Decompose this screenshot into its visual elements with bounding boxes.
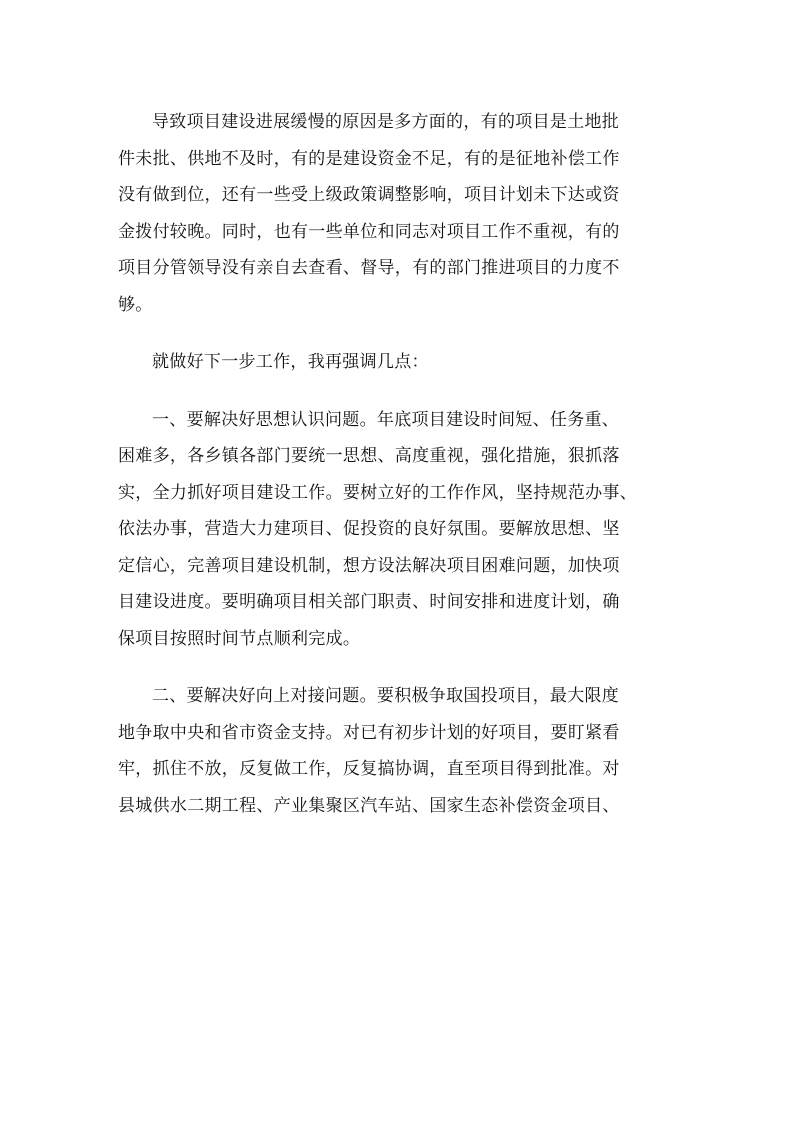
paragraph-point-one [118, 402, 678, 658]
text-line: 件未批、供地不及时，有的是建设资金不足，有的是征地补偿工作 [118, 148, 620, 169]
paragraph-point-two [118, 678, 678, 824]
paragraph-intro [118, 344, 678, 381]
text-line: 够。 [118, 294, 153, 315]
document-body [118, 104, 678, 845]
text-line: 困难多，各乡镇各部门要统一思想、高度重视，强化措施，狠抓落 [118, 446, 620, 466]
text-line: 依法办事，营造大力建项目、促投资的良好氛围。要解放思想、坚 [118, 519, 620, 539]
text-line: 实，全力抓好项目建设工作。要树立好的工作作风，坚持规范办事、 [118, 482, 637, 503]
text-line: 定信心，完善项目建设机制，想方设法解决项目困难问题，加快项 [118, 555, 620, 576]
text-line: 就做好下一步工作，我再强调几点： [152, 352, 429, 372]
text-line: 没有做到位，还有一些受上级政策调整影响，项目计划未下达或资 [118, 185, 620, 205]
text-line: 一、要解决好思想认识问题。年底项目建设时间短、任务重、 [152, 409, 620, 430]
text-line: 县城供水二期工程、产业集聚区汽车站、国家生态补偿资金项目、 [118, 795, 620, 816]
text-line: 牢，抓住不放，反复做工作，反复搞协调，直至项目得到批准。对 [118, 759, 620, 779]
text-line: 保项目按照时间节点顺利完成。 [118, 628, 361, 649]
paragraph-causes [118, 104, 678, 323]
text-line: 导致项目建设进展缓慢的原因是多方面的，有的项目是土地批 [152, 112, 620, 132]
text-line: 地争取中央和省市资金支持。对已有初步计划的好项目，要盯紧看 [118, 722, 620, 743]
text-line: 项目分管领导没有亲自去查看、督导，有的部门推进项目的力度不 [118, 258, 620, 278]
text-line: 二、要解决好向上对接问题。要积极争取国投项目，最大限度 [152, 686, 620, 706]
text-line: 金拨付较晚。同时，也有一些单位和同志对项目工作不重视，有的 [118, 221, 620, 242]
text-line: 目建设进度。要明确项目相关部门职责、时间安排和进度计划，确 [118, 592, 620, 612]
